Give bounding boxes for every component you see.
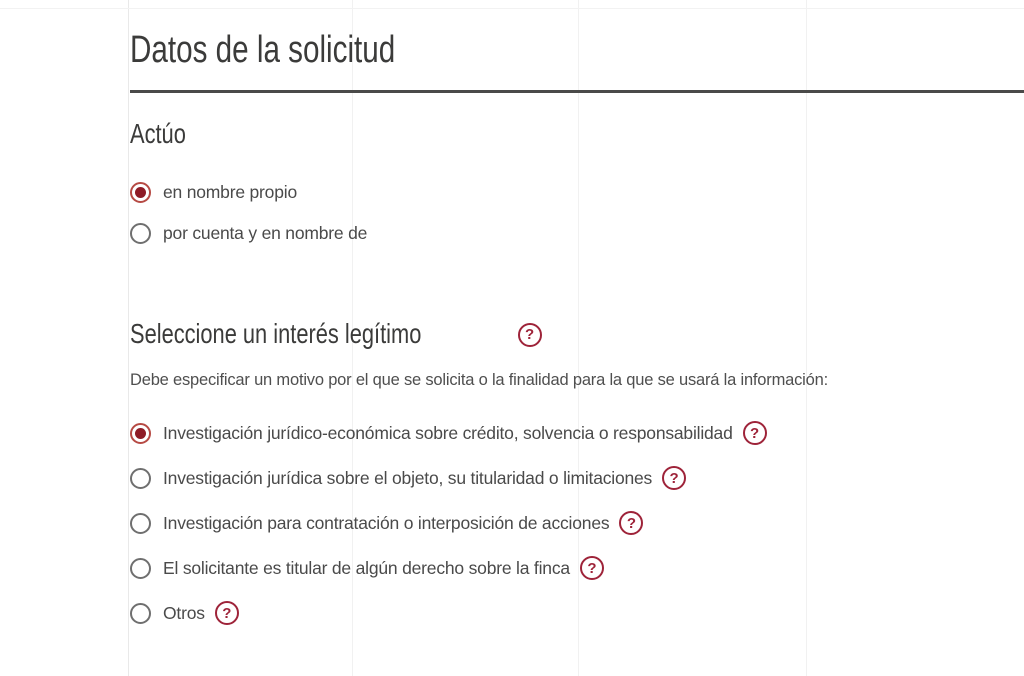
help-icon[interactable]: ? <box>580 556 604 580</box>
help-icon[interactable]: ? <box>619 511 643 535</box>
radio-option-investigacion-contratacion[interactable] <box>130 509 1024 537</box>
radio-dot <box>135 228 146 239</box>
interest-radio-group <box>130 419 1024 627</box>
help-icon[interactable]: ? <box>215 601 239 625</box>
title-divider <box>130 90 1024 93</box>
radio-label[interactable]: por cuenta y en nombre de <box>163 222 368 243</box>
radio-option-titular-derecho[interactable] <box>130 554 1024 582</box>
radio-option-en-nombre-propio[interactable] <box>130 178 1024 206</box>
radio-label[interactable]: Otros <box>163 602 205 623</box>
radio-dot <box>135 518 146 529</box>
radio-dot <box>135 473 146 484</box>
radio-dot <box>135 428 146 439</box>
radio-option-por-cuenta[interactable] <box>130 219 1024 247</box>
radio-dot <box>135 187 146 198</box>
radio-button[interactable] <box>130 603 151 624</box>
interest-heading: Seleccione un interés legítimo ? <box>130 317 1024 351</box>
actuo-heading: Actúo <box>130 118 186 149</box>
radio-button[interactable] <box>130 182 151 203</box>
radio-label[interactable]: Investigación jurídico-económica sobre crédito, solvencia o responsabilidad <box>163 422 733 443</box>
radio-option-investigacion-objeto[interactable] <box>130 464 1024 492</box>
page-title: Datos de la solicitud <box>130 29 396 71</box>
radio-option-investigacion-credito[interactable] <box>130 419 1024 447</box>
radio-label[interactable]: Investigación para contratación o interposición de acciones <box>163 512 610 533</box>
radio-button[interactable] <box>130 223 151 244</box>
radio-dot <box>135 563 146 574</box>
radio-label[interactable]: El solicitante es titular de algún derecho sobre la finca <box>163 557 570 578</box>
radio-button[interactable] <box>130 468 151 489</box>
radio-button[interactable] <box>130 513 151 534</box>
help-icon[interactable]: ? <box>743 421 767 445</box>
radio-button[interactable] <box>130 558 151 579</box>
radio-button[interactable] <box>130 423 151 444</box>
help-icon[interactable]: ? <box>662 466 686 490</box>
interest-description: Debe especificar un motivo por el que se solicita o la finalidad para la que se usará la información: <box>130 371 828 389</box>
radio-option-otros[interactable] <box>130 599 1024 627</box>
help-icon[interactable]: ? <box>518 323 542 347</box>
radio-label[interactable]: en nombre propio <box>163 181 297 202</box>
actuo-radio-group <box>130 178 1024 247</box>
radio-label[interactable]: Investigación jurídica sobre el objeto, su titularidad o limitaciones <box>163 467 653 488</box>
radio-dot <box>135 608 146 619</box>
